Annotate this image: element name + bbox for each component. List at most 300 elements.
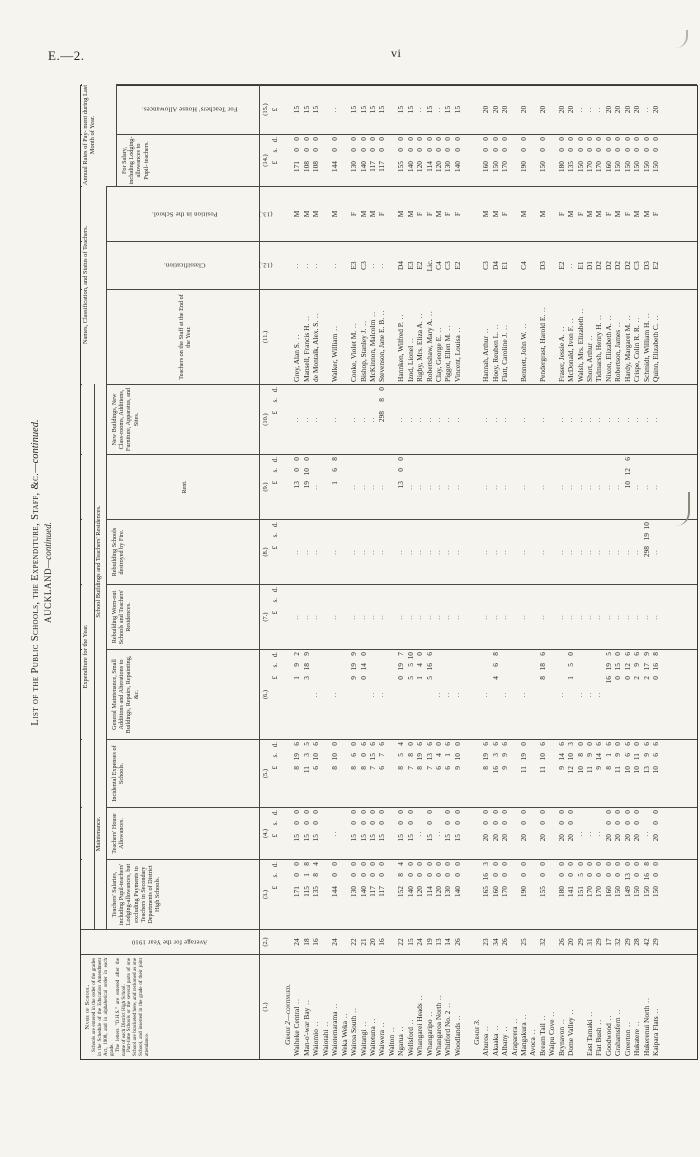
column-header-14: For Salary, including Lodging- allowances to Pupil- teachers. [121, 136, 150, 185]
cell-col2-row9: 20 [367, 938, 377, 946]
data-rows-column-8 [283, 520, 661, 584]
data-rows-column-10 [283, 385, 661, 454]
column-header-5: Incidental Expenses of Schools. [111, 745, 126, 802]
cell-col10-row30: .. [566, 416, 575, 423]
cell-col8-row36: .. [622, 549, 631, 555]
school-row-22: Akaaka .. [491, 955, 500, 1059]
cell-col15-row17: 15 [443, 105, 453, 114]
cell-col2-row19 [462, 930, 471, 954]
cell-col14-row22: 150 0 0 [490, 137, 500, 173]
cell-col2-row7: 22 [349, 938, 359, 946]
cell-col5-row31: 10 8 0 [575, 742, 585, 774]
cell-col4-row1: 15 0 0 [292, 810, 302, 842]
cell-col12-row1: .. [292, 262, 301, 269]
cell-col2-row18: 26 [452, 938, 462, 946]
cell-col10-row8: .. [358, 416, 367, 423]
report-code: E.—2. [48, 48, 85, 63]
cell-col2-row0 [283, 930, 292, 954]
cell-col4-row18: 15 0 0 [452, 810, 462, 842]
column-5 [81, 739, 697, 807]
cell-col13-row8: M [358, 210, 368, 218]
cell-col10-row29: .. [556, 416, 565, 423]
units-row-13 [271, 187, 283, 241]
school-row-33: Flat Bush .. [594, 955, 603, 1059]
cell-col7-row25: .. [518, 614, 527, 620]
school-row-9: Waitetuna .. [368, 955, 377, 1059]
cell-col11-row26 [528, 290, 537, 384]
cell-col15-row22: 20 [490, 105, 500, 114]
cell-col7-row26 [528, 585, 537, 649]
cell-col11-row2: Mansell, Francis H. .. [302, 290, 311, 384]
school-row-8: Waitangi .. [359, 955, 368, 1059]
cell-col3-row12: 152 8 4 [396, 862, 406, 898]
cell-col4-row30: 20 0 0 [566, 810, 576, 842]
column-1 [81, 954, 697, 1059]
cell-col9-row16: .. [434, 484, 442, 490]
cell-col10-row37: .. [632, 416, 641, 423]
cell-col3-row22: 160 0 0 [490, 862, 500, 898]
cell-col8-row5: .. [330, 549, 339, 555]
cell-col10-row7: .. [349, 416, 358, 423]
cell-col8-row24 [510, 520, 519, 584]
scan-artifact-mark [676, 30, 688, 48]
cell-col4-row15: 15 0 0 [424, 810, 434, 842]
cell-col10-row1: .. [292, 416, 301, 423]
school-row-34: Goodwood .. [604, 955, 613, 1059]
cell-col15-row28 [547, 85, 556, 134]
cell-col13-row1: M [292, 210, 302, 218]
cell-col12-row20 [472, 242, 481, 289]
cell-col11-row37: Crispe, Colin R. R. .. [632, 290, 641, 384]
cell-col2-row29: 26 [556, 938, 566, 946]
cell-col9-row19 [462, 455, 471, 519]
cell-col11-row21: Hannah, Arthur .. [481, 290, 490, 384]
cell-col11-row3: de Montalk, Alex. S. .. [311, 290, 320, 384]
cell-col9-row30: .. [566, 484, 575, 490]
cell-col5-row26 [528, 740, 537, 807]
cell-col2-row28 [547, 930, 556, 954]
cell-col12-row31: E1 [575, 261, 585, 270]
cell-col15-row6 [340, 85, 349, 134]
cell-col3-row33: 170 0 0 [594, 862, 604, 898]
cell-col5-row17: 6 1 6 [443, 742, 453, 770]
cell-col9-row15: .. [424, 484, 433, 490]
column-number-label-11: (11.) [259, 290, 271, 384]
cell-col7-row29: .. [556, 614, 565, 620]
cell-col12-row2: .. [301, 262, 310, 269]
cell-col3-row6 [340, 860, 349, 929]
cell-col13-row35: M [613, 210, 623, 218]
cell-col13-row25: M [518, 210, 528, 218]
units-row-8: £ s. d. [272, 522, 279, 550]
cell-col3-row7: 130 0 0 [349, 862, 359, 898]
cell-col3-row20 [472, 860, 481, 929]
column-header-11: Teachers on the Staff at the End of the Year. [177, 294, 192, 380]
cell-col10-row24 [510, 385, 519, 454]
cell-col15-row29: 20 [556, 105, 566, 114]
column-header-6: General Maintenance, Small Additions and Alterations to Buildings, Repairs, Repainting, &c. [111, 655, 140, 734]
cell-col5-row39: 10 6 6 [651, 742, 661, 774]
cell-col3-row1: 171 0 0 [292, 862, 302, 898]
school-row-10: Waiwera .. [377, 955, 386, 1059]
school-row-4: Waiotahi .. [321, 955, 330, 1059]
cell-col7-row2: .. [301, 614, 310, 620]
cell-col8-row25: .. [518, 549, 527, 555]
cell-col13-row28 [547, 187, 556, 241]
column-9 [81, 454, 697, 519]
school-row-25: Mangakura .. [519, 955, 528, 1059]
data-rows-column-15 [283, 85, 661, 134]
cell-col15-row13: 15 [405, 105, 415, 114]
cell-col5-row35: 11 9 0 [613, 742, 623, 774]
cell-col3-row31: 151 5 0 [575, 862, 585, 898]
cell-col14-row18: 140 0 0 [452, 137, 462, 173]
school-row-6: Weka Weka .. [340, 955, 349, 1059]
cell-col10-row0 [283, 385, 292, 454]
cell-col6-row19 [462, 650, 471, 739]
cell-col4-row26 [528, 808, 537, 859]
cell-col13-row13: M [405, 210, 415, 218]
units-row-5: £ s. d. [272, 742, 279, 770]
cell-col3-row0 [283, 860, 292, 929]
cell-col5-row15: 7 13 6 [424, 742, 434, 770]
table-title: List of the Public Schools, the Expenditure, Staff, &c.—continued. [30, 419, 41, 726]
cell-col9-row21: .. [481, 484, 490, 490]
column-header-4: Teachers' House Allowances. [111, 813, 126, 854]
cell-col15-row33: .. [594, 106, 603, 113]
cell-col11-row33: Tidmarsh, Henry H. .. [594, 290, 603, 384]
cell-col11-row1: Grey, Alan S. .. [292, 290, 301, 384]
cell-col5-row11 [387, 740, 396, 807]
cell-col9-row38: .. [641, 484, 650, 490]
cell-col12-row35: D2 [613, 260, 623, 271]
cell-col9-row36: 10 12 6 [622, 457, 632, 489]
cell-col12-row8: C3 [358, 261, 368, 270]
cell-col6-row1: 1 9 2 [292, 652, 302, 680]
cell-col8-row18: .. [452, 549, 461, 555]
cell-col14-row10: 117 0 0 [377, 137, 387, 172]
cell-col15-row10: 15 [377, 105, 387, 114]
column-15 [81, 84, 697, 134]
cell-col7-row35: .. [613, 614, 622, 620]
cell-col9-row37: .. [632, 484, 641, 490]
cell-col12-row39: E2 [651, 261, 661, 270]
cell-col10-row19 [462, 385, 471, 454]
cell-col7-row5: .. [330, 614, 339, 620]
cell-col7-row17: .. [443, 614, 452, 620]
cell-col6-row23: .. [500, 691, 509, 698]
cell-col14-row29: 180 0 0 [556, 137, 566, 173]
column-header-7: Rebuilding Worn-out Schools and Teachers' Residences. [111, 589, 133, 645]
cell-col14-row5: 144 0 0 [330, 137, 340, 173]
school-row-11: Walton .. [387, 955, 396, 1059]
cell-col13-row26 [528, 187, 537, 241]
cell-col15-row16: .. [434, 106, 442, 113]
cell-col12-row18: E2 [452, 261, 462, 270]
cell-col14-row31: 150 0 0 [575, 137, 585, 173]
cell-col10-row36: .. [622, 416, 631, 423]
cell-col7-row0 [283, 585, 292, 649]
cell-col3-row29: 180 0 0 [556, 862, 566, 898]
cell-col9-row26 [528, 455, 537, 519]
cell-col10-row38: .. [641, 416, 650, 423]
cell-col11-row11 [387, 290, 396, 384]
cell-col7-row16: .. [434, 614, 442, 620]
cell-col6-row5: .. [330, 691, 339, 698]
column-header-9: Rent. [181, 480, 189, 494]
cell-col12-row26 [528, 242, 537, 289]
column-number-label-1: (1.) [259, 955, 271, 1059]
cell-col7-row27: .. [537, 614, 546, 620]
cell-col6-row35: 0 15 0 [613, 652, 623, 680]
cell-col14-row6 [340, 135, 349, 186]
column-4 [81, 807, 697, 859]
cell-col2-row27: 32 [537, 938, 547, 946]
cell-col14-row25: 190 0 0 [518, 137, 528, 173]
cell-col9-row10: .. [377, 484, 386, 490]
cell-col4-row7: 15 0 0 [349, 810, 359, 842]
cell-col12-row15: Lic. [424, 259, 434, 272]
span-header-0: Expenditure for the Year. [82, 384, 95, 929]
school-row-14: Whangarei Heads .. [415, 955, 424, 1059]
cell-col13-row32: M [585, 210, 594, 218]
cell-col2-row16: 13 [434, 938, 443, 946]
cell-col8-row20 [472, 520, 481, 584]
cell-col7-row32: .. [585, 614, 593, 620]
cell-col11-row17: Piggot, Ellen M. .. [443, 290, 452, 384]
cell-col14-row28 [547, 135, 556, 186]
data-rows-column-11 [283, 290, 661, 384]
cell-col3-row5: 144 0 0 [330, 862, 340, 898]
cell-col8-row7: .. [349, 549, 358, 555]
cell-col12-row34: D2 [603, 260, 613, 271]
cell-col4-row27: 20 0 0 [537, 810, 547, 842]
cell-col13-row18: F [452, 211, 462, 217]
cell-col11-row34: Nixon, Elizabeth A. .. [604, 290, 613, 384]
cell-col8-row27: .. [537, 549, 546, 555]
cell-col11-row38: Schmidt, William H. .. [642, 290, 651, 384]
cell-col4-row25: 20 0 0 [518, 810, 528, 842]
cell-col4-row39: 20 0 0 [651, 810, 661, 842]
cell-col15-row3: 15 [311, 105, 321, 114]
cell-col6-row3: .. [311, 691, 320, 698]
cell-col6-row22: 4 6 8 [490, 652, 500, 680]
cell-col7-row38: .. [641, 614, 650, 620]
cell-col11-row19 [462, 290, 471, 384]
cell-col15-row5: .. [330, 106, 339, 113]
cell-col15-row23: 20 [500, 105, 510, 114]
units-row-6: £ s. d. [272, 652, 279, 680]
cell-col7-row19 [462, 585, 471, 649]
cell-col10-row5: .. [330, 416, 339, 423]
cell-col15-row32: .. [585, 106, 593, 113]
cell-col10-row2: .. [301, 416, 310, 423]
cell-col14-row12: 155 0 0 [396, 137, 406, 173]
cell-col14-row15: 114 0 0 [424, 137, 434, 172]
cell-col9-row34: .. [603, 484, 612, 490]
cell-col9-row20 [472, 455, 481, 519]
cell-col3-row15: 114 0 0 [424, 862, 434, 897]
cell-col6-row32: .. [585, 691, 593, 698]
cell-col6-row36: 0 12 6 [622, 652, 632, 680]
cell-col12-row27: D3 [537, 260, 547, 271]
cell-col12-row14: E2 [415, 261, 425, 270]
cell-col7-row18: .. [452, 614, 461, 620]
cell-col10-row15: .. [424, 416, 433, 423]
cell-col6-row38: 2 17 9 [641, 652, 651, 680]
cell-col4-row12: 15 0 0 [396, 810, 406, 842]
cell-col15-row21: 20 [481, 105, 491, 114]
cell-col7-row9: .. [367, 614, 376, 620]
school-row-7: Wairoa South .. [349, 955, 358, 1059]
cell-col11-row10: Stevenson, Jane E. B. .. [377, 290, 386, 384]
cell-col9-row24 [510, 455, 519, 519]
cell-col6-row8: 0 14 0 [358, 652, 368, 680]
column-14 [81, 134, 697, 186]
cell-col15-row9: 15 [367, 105, 377, 114]
cell-col5-row6 [340, 740, 349, 807]
cell-col13-row15: F [424, 211, 434, 217]
cell-col4-row13: 15 0 0 [405, 810, 415, 842]
cell-col4-row6 [340, 808, 349, 859]
cell-col4-row2: 15 0 0 [301, 810, 311, 842]
cell-col7-row13: .. [405, 614, 414, 620]
cell-col13-row5: M [330, 210, 340, 218]
cell-col3-row14: 120 0 0 [415, 862, 425, 898]
column-header-10: New Buildings, New Class-rooms, Additions, Furniture, Apparatus, and Sites. [111, 387, 140, 452]
cell-col3-row21: 165 16 3 [481, 862, 491, 898]
cell-col15-row20 [472, 85, 481, 134]
cell-col5-row25: 11 19 0 [518, 742, 528, 774]
school-row-38: Hukerenui North .. [642, 955, 651, 1059]
cell-col8-row19 [462, 520, 471, 584]
column-number-label-7: (7.) [259, 585, 271, 649]
cell-col4-row19 [462, 808, 471, 859]
cell-col3-row27: 155 0 0 [537, 862, 547, 898]
data-rows-column-7 [283, 585, 661, 649]
cell-col3-row11 [387, 860, 396, 929]
cell-col5-row24 [510, 740, 519, 807]
school-row-36: Greerton .. [623, 955, 632, 1059]
cell-col15-row39: 20 [651, 105, 661, 114]
units-row-1 [271, 955, 283, 1059]
cell-col10-row10: 298 8 0 [377, 387, 387, 423]
cell-col9-row6 [340, 455, 349, 519]
cell-col15-row18: 15 [452, 105, 462, 114]
cell-col3-row32: 170 0 0 [585, 862, 594, 898]
cell-col5-row16: 6 4 0 [434, 742, 443, 770]
cell-col9-row22: .. [490, 484, 499, 490]
cell-col4-row20 [472, 808, 481, 859]
data-rows-column-14 [283, 135, 661, 186]
cell-col12-row25: C4 [518, 261, 528, 270]
cell-col11-row6 [340, 290, 349, 384]
cell-col15-row35: 20 [613, 105, 623, 114]
cell-col9-row18: .. [452, 484, 461, 490]
cell-col3-row3: 135 8 4 [311, 862, 321, 898]
cell-col6-row26 [528, 650, 537, 739]
cell-col8-row1: .. [292, 549, 301, 555]
cell-col13-row38: M [641, 210, 651, 218]
cell-col7-row3: .. [311, 614, 320, 620]
cell-col9-row32: .. [585, 484, 593, 490]
cell-col12-row7: E3 [349, 261, 359, 270]
cell-col7-row12: .. [396, 614, 405, 620]
column-number-label-3: (3.) [259, 860, 271, 929]
cell-col14-row36: 150 0 0 [622, 137, 632, 173]
cell-col8-row11 [387, 520, 396, 584]
cell-col9-row13: .. [405, 484, 414, 490]
cell-col11-row5: Walker, William .. [330, 290, 339, 384]
cell-col15-row4 [321, 85, 330, 134]
cell-col7-row37: .. [632, 614, 641, 620]
cell-col6-row17: .. [443, 691, 452, 698]
cell-col8-row30: .. [566, 549, 575, 555]
cell-col2-row25: 25 [518, 938, 528, 946]
column-number-label-6: (6.) [259, 650, 271, 739]
cell-col7-row14: .. [415, 614, 424, 620]
cell-col13-row16: M [434, 210, 443, 218]
cell-col6-row9: .. [367, 691, 376, 698]
cell-col11-row27: Pendergrast, Harold E. .. [538, 290, 547, 384]
cell-col14-row3: 108 0 0 [311, 137, 321, 173]
cell-col13-row34: F [603, 211, 613, 217]
cell-col3-row18: 140 0 0 [452, 862, 462, 898]
cell-col10-row12: .. [396, 416, 405, 423]
column-number-label-9: (9.) [259, 455, 271, 519]
cell-col14-row21: 160 0 0 [481, 137, 491, 173]
cell-col6-row24 [510, 650, 519, 739]
cell-col7-row4 [321, 585, 330, 649]
column-10 [81, 384, 697, 454]
span-header-4: Annual Rates of Pay- ment during Last Month of Year. [82, 84, 117, 186]
cell-col5-row33: 9 14 6 [594, 742, 604, 770]
cell-col12-row23: E1 [500, 261, 510, 270]
cell-col10-row22: .. [490, 416, 499, 423]
column-number-label-14: (14.) [259, 135, 271, 186]
cell-col9-row28 [547, 455, 556, 519]
cell-col13-row12: M [396, 210, 406, 218]
cell-col8-row16: .. [434, 549, 442, 555]
cell-col2-row8: 21 [358, 938, 368, 946]
cell-col15-row2: 15 [301, 105, 311, 114]
cell-col3-row36: 149 13 0 [622, 862, 632, 898]
cell-col6-row11 [387, 650, 396, 739]
cell-col9-row0 [283, 455, 292, 519]
cell-col2-row35: 32 [613, 938, 623, 946]
cell-col11-row8: Bishop, Stanley J. .. [359, 290, 368, 384]
cell-col10-row34: .. [603, 416, 612, 423]
cell-col14-row17: 130 0 0 [443, 137, 453, 173]
cell-col7-row36: .. [622, 614, 631, 620]
school-row-17: Whitford No. 2 .. [443, 955, 452, 1059]
cell-col10-row4 [321, 385, 330, 454]
cell-col9-row31: .. [575, 484, 584, 490]
cell-col4-row23: 20 0 0 [500, 810, 510, 842]
column-header-8: Rebuilding Schools destroyed by Fire. [111, 527, 126, 577]
cell-col5-row3: 6 10 6 [311, 742, 321, 770]
cell-col6-row10: .. [377, 691, 386, 698]
cell-col3-row38: 150 16 8 [641, 862, 651, 898]
cell-col4-row37: 20 0 0 [632, 810, 642, 842]
cell-col10-row31: .. [575, 416, 584, 423]
cell-col2-row6 [340, 930, 349, 954]
cell-col8-row21: .. [481, 549, 490, 555]
cell-col7-row28 [547, 585, 556, 649]
cell-col13-row10: F [377, 211, 387, 217]
cell-col12-row16: C4 [434, 261, 443, 270]
cell-col9-row27: .. [537, 484, 546, 490]
